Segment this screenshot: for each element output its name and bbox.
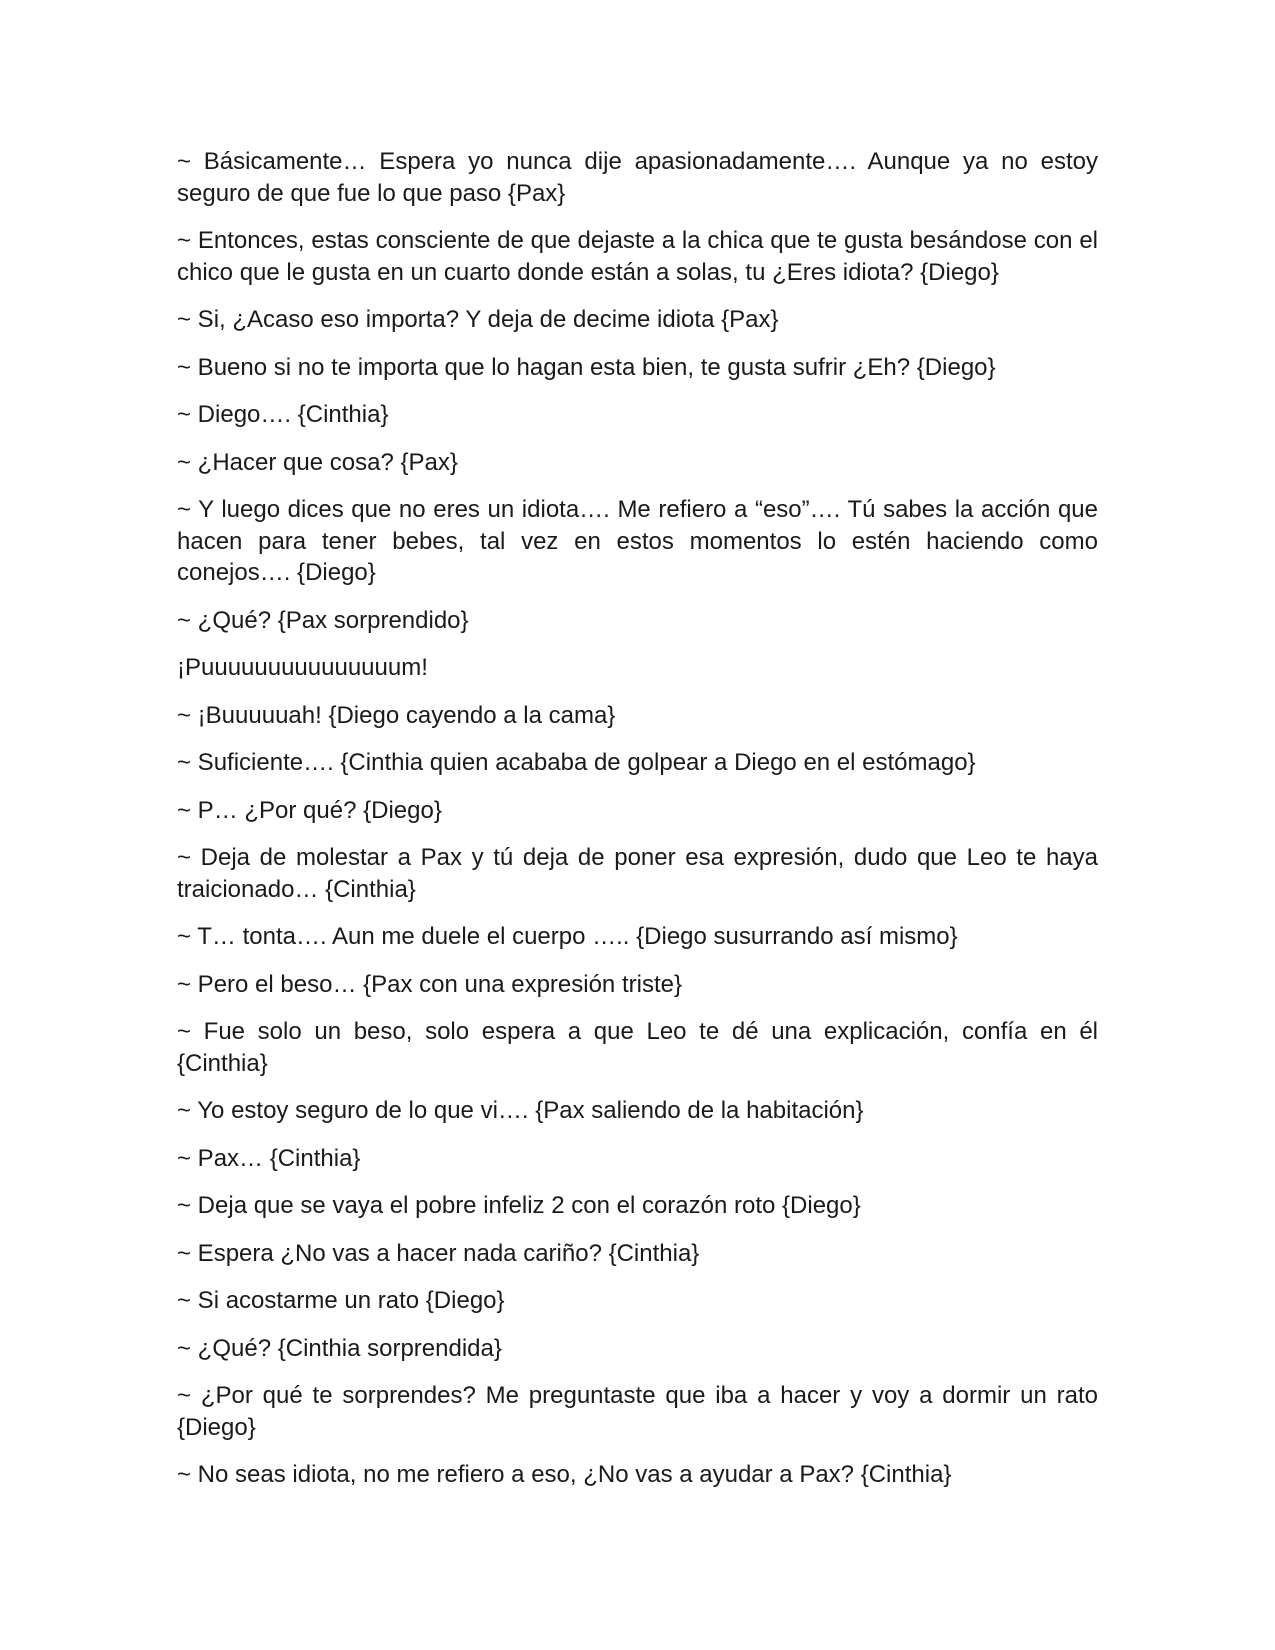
dialogue-line: ~ P… ¿Por qué? {Diego} — [177, 796, 442, 824]
dialogue-line: ~ Pero el beso… {Pax con una expresión triste} — [177, 970, 682, 998]
dialogue-line: ~ No seas idiota, no me refiero a eso, ¿No vas a ayudar a Pax? {Cinthia} — [177, 1461, 952, 1488]
dialogue-line: ~ ¿Qué? {Cinthia sorprendida} — [177, 1334, 502, 1362]
sound-effect-line: ¡Puuuuuuuuuuuuuuum! — [177, 654, 428, 681]
dialogue-line: ~ Yo estoy seguro de lo que vi…. {Pax saliendo de la habitación} — [177, 1097, 864, 1124]
dialogue-line: ~ Suficiente…. {Cinthia quien acababa de golpear a Diego en el estómago} — [177, 749, 976, 776]
dialogue-line: ~ Entonces, estas consciente de que dejaste a la chica que te gusta besándose con el chico que le gusta en un cuarto donde están a solas, tu ¿Eres idiota? {Diego} — [177, 227, 1098, 286]
dialogue-line: ~ ¿Por qué te sorprendes? Me preguntaste que iba a hacer y voy a dormir un rato {Diego} — [177, 1382, 1098, 1441]
dialogue-line: ~ Pax… {Cinthia} — [177, 1144, 361, 1172]
dialogue-line: ~ Deja de molestar a Pax y tú deja de poner esa expresión, dudo que Leo te haya traicionado… {Cinthia} — [177, 844, 1098, 903]
dialogue-line: ~ Bueno si no te importa que lo hagan esta bien, te gusta sufrir ¿Eh? {Diego} — [177, 353, 996, 381]
dialogue-line: ~ ¿Qué? {Pax sorprendido} — [177, 606, 469, 634]
dialogue-line: ~ ¡Buuuuuah! {Diego cayendo a la cama} — [177, 701, 616, 729]
dialogue-line: ~ Si acostarme un rato {Diego} — [177, 1287, 505, 1314]
dialogue-line: ~ Diego…. {Cinthia} — [177, 401, 389, 428]
dialogue-line: ~ Fue solo un beso, solo espera a que Leo te dé una explicación, confía en él {Cinthia} — [177, 1018, 1098, 1077]
dialogue-line: ~ T… tonta…. Aun me duele el cuerpo ….. {Diego susurrando así mismo} — [177, 923, 958, 950]
document-body — [177, 146, 1098, 1507]
dialogue-line: ~ Espera ¿No vas a hacer nada cariño? {Cinthia} — [177, 1239, 700, 1267]
dialogue-line: ~ Básicamente… Espera yo nunca dije apasionadamente…. Aunque ya no estoy seguro de que fue lo que paso {Pax} — [177, 148, 1098, 207]
dialogue-line: ~ Si, ¿Acaso eso importa? Y deja de decime idiota {Pax} — [177, 306, 779, 333]
dialogue-line: ~ ¿Hacer que cosa? {Pax} — [177, 448, 458, 476]
dialogue-line: ~ Deja que se vaya el pobre infeliz 2 con el corazón roto {Diego} — [177, 1192, 861, 1219]
dialogue-line: ~ Y luego dices que no eres un idiota…. Me refiero a “eso”…. Tú sabes la acción que hacen para tener bebes, tal vez en estos momentos lo estén haciendo como conejos…. {Diego} — [177, 496, 1098, 586]
